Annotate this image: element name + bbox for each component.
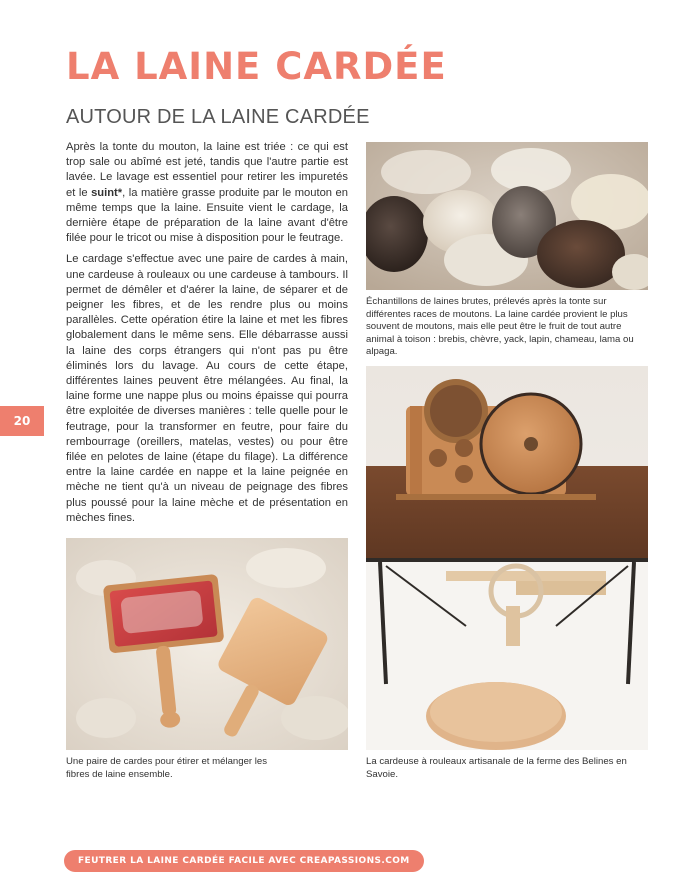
drum-carder-caption: La cardeuse à rouleaux artisanale de la ferme des Belines en Savoie. bbox=[366, 756, 627, 780]
page-title: LA LAINE CARDÉE bbox=[66, 45, 447, 88]
footer-banner: FEUTRER LA LAINE CARDÉE FACILE AVEC CREAPASSIONS.COM bbox=[64, 850, 424, 872]
body-text bbox=[66, 140, 348, 532]
paragraph-1-part-a: Après la tonte du mouton, la laine est triée : ce qui est trop sale ou abîmé est jeté, tandis que l'autre partie est lavée. Le lavage est essentiel pour retirer les impuretés et le bbox=[66, 141, 348, 199]
suint-term: suint* bbox=[91, 186, 123, 199]
hand-cards-caption: Une paire de cardes pour étirer et mélanger les fibres de laine ensemble. bbox=[66, 756, 268, 780]
wool-samples-caption: Échantillons de laines brutes, prélevés après la tonte sur différentes races de moutons. La laine cardée provient le plus souvent de moutons, mais elle peut être le fruit de tout autre animal à toison : brebis, chèvre, yack, lapin, chameau, lama ou alpaga. bbox=[366, 296, 634, 358]
hand-cards-photo bbox=[66, 538, 348, 750]
paragraph-1 bbox=[66, 140, 348, 246]
section-subtitle: AUTOUR DE LA LAINE CARDÉE bbox=[66, 106, 370, 128]
drum-carder-image bbox=[366, 366, 648, 750]
page-number-tab: 20 bbox=[0, 406, 44, 436]
hand-cards-image bbox=[66, 538, 348, 750]
paragraph-2: Le cardage s'effectue avec une paire de cardes à main, une cardeuse à rouleaux ou une cardeuse à tambours. Il permet de démêler et d'aérer la laine, de séparer et de peigner les fibres, et de les rendre plus ou moins parallèles. Cette opération étire la laine et met les fibres globalement dans le même sens. Elle débarrasse aussi la laine des corps étrangers qui n'ont pas pu être éliminés lors du lavage. Au cours de cette étape, différentes laines peuvent être mélangées. Au final, la laine forme une nappe plus ou moins épaisse qui pourra être exploitée de diverses manières : telle quelle pour le feutrage, pour la transformer en feutre, pour faire du rembourrage (oreillers, matelas, vestes) ou pour être filée en pelotes de laine (étape du filage). La différence entre la laine cardée en nappe et la laine peignée en mèche ne tient qu'à un niveau de peignage des fibres plus poussé pour la laine mèche et de présentation en mèches fines. bbox=[66, 253, 348, 524]
drum-carder-photo bbox=[366, 366, 648, 750]
wool-samples-photo bbox=[366, 142, 648, 290]
wool-samples-image bbox=[366, 142, 648, 290]
paragraph-1-part-b: , la matière grasse produite par le mouton en même temps que la laine. Ensuite vient le cardage, la dernière étape de préparation de la laine avant d'être filée pour le tricot ou mise à disposition pour le feutrage. bbox=[66, 186, 348, 245]
